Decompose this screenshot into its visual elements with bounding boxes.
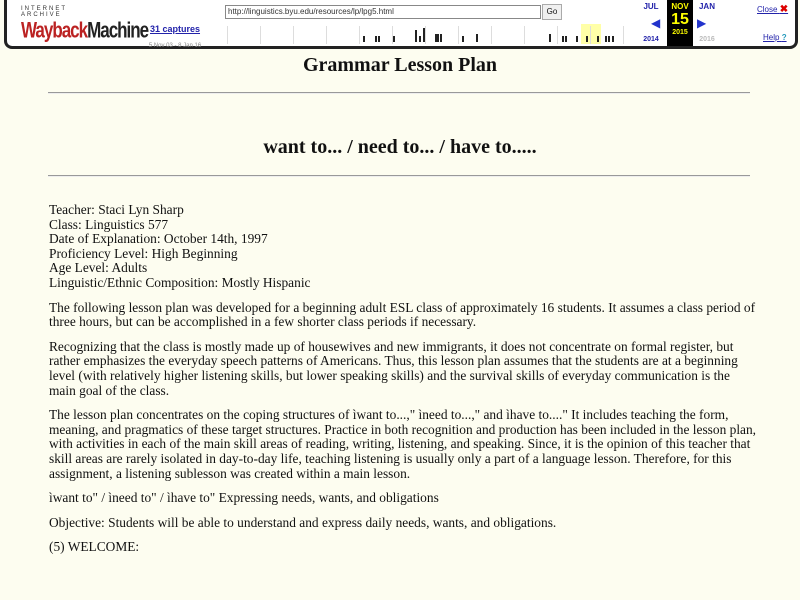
year-gridline	[458, 26, 459, 44]
year-gridline	[524, 26, 525, 44]
lesson-subtitle: want to... / need to... / have to.....	[263, 136, 537, 158]
url-input[interactable]: http://linguistics.byu.edu/resources/lp/lpg5.html	[225, 5, 541, 19]
lesson-info: Teacher: Staci Lyn Sharp Class: Linguistics 577 Date of Explanation: October 14th, 1997 Proficiency Level: High Beginning Age Level: Adults Linguistic/Ethnic Composition: Mostly Hispanic	[49, 202, 311, 290]
lesson-content	[49, 203, 759, 565]
capture-bar	[476, 34, 478, 42]
year-gridline	[293, 26, 294, 44]
year-gridline	[359, 26, 360, 44]
capture-bar	[612, 36, 614, 42]
capture-bar	[565, 36, 567, 42]
wayback-logo[interactable]: INTERNET ARCHIVE WaybackMachine	[21, 6, 149, 43]
paragraph: Objective: Students will be able to understand and express daily needs, wants, and obligations.	[49, 514, 557, 530]
paragraph: ìwant to" / ìneed to" / ìhave to" Expressing needs, wants, and obligations	[49, 490, 439, 506]
year-gridline	[425, 26, 426, 44]
capture-bar	[415, 30, 417, 42]
capture-day: 15	[671, 11, 689, 28]
paragraph: Recognizing that the class is mostly made up of housewives and new immigrants, it does not concentrate on formal register, but rather emphasizes the everyday speech patterns of Americans. Thus, this lesson plan assumes that the students are at a beginning level (with relatively higher listening skills, but lower speaking skills) and the survival skills of everyday communication is the main goal of the class.	[49, 338, 738, 398]
year-gridline	[623, 26, 624, 44]
wayback-toolbar	[4, 0, 798, 49]
page-title: Grammar Lesson Plan	[302, 54, 498, 76]
go-button[interactable]: Go	[542, 4, 562, 20]
capture-bar	[608, 36, 610, 42]
capture-bar	[363, 36, 365, 42]
close-button[interactable]: Close ✖	[757, 4, 789, 15]
capture-bar	[423, 28, 425, 42]
capture-bar	[586, 36, 588, 42]
paragraph: The lesson plan concentrates on the coping structures of ìwant to...," ìneed to...," and ìhave to...." It includes teaching the form, meaning, and pragmatics of these target structures. Practice in both recognition and production has been included in the lesson plan, with activities in each of the main skill areas of reading, writing, listening, and speaking. Since, it is the opinion of this teacher that skill areas are rarely isolated in day-to-day life, teaching listening is usually only a part of a language lesson. Therefore, for this assignment, a listening sublesson was created within a main lesson.	[49, 407, 757, 481]
prev-month-label[interactable]: JUL	[643, 2, 659, 11]
paragraph: (5) WELCOME:	[49, 539, 140, 555]
year-gridline	[590, 26, 591, 44]
capture-sparkline[interactable]	[219, 22, 639, 44]
capture-bar	[419, 36, 421, 42]
divider	[48, 175, 750, 177]
year-gridline	[260, 26, 261, 44]
help-icon: ?	[781, 33, 787, 42]
next-arrow-icon[interactable]: ▶	[697, 16, 707, 30]
capture-bar	[562, 36, 564, 42]
year-gridline	[227, 26, 228, 44]
prev-year-label[interactable]: 2014	[643, 36, 659, 43]
paragraph: The following lesson plan was developed for a beginning adult ESL class of approximately 16 students. It assumes a class period of three hours, but can be accomplished in a few shorter class periods if necessary.	[49, 299, 756, 330]
divider	[48, 92, 750, 94]
next-year-label: 2016	[699, 36, 715, 43]
capture-bar	[375, 36, 377, 42]
prev-arrow-icon[interactable]: ◀	[651, 16, 661, 30]
capture-bar	[576, 36, 578, 42]
year-gridline	[491, 26, 492, 44]
year-gridline	[326, 26, 327, 44]
captures-link[interactable]: 31 captures	[149, 24, 201, 34]
help-button[interactable]: Help ?	[763, 33, 787, 42]
captures-range: 5 Nov 03 - 8 Jan 16	[148, 43, 202, 49]
capture-bar	[549, 34, 551, 42]
next-month-label[interactable]: JAN	[698, 2, 715, 11]
capture-bar	[437, 34, 439, 42]
capture-bar	[440, 34, 442, 42]
capture-bar	[605, 36, 607, 42]
captures-info	[135, 24, 215, 52]
capture-bar	[462, 36, 464, 42]
capture-bar	[393, 36, 395, 42]
current-capture: NOV 15 2015	[667, 0, 693, 46]
year-gridline	[557, 26, 558, 44]
capture-bar	[597, 36, 599, 42]
close-icon: ✖	[779, 4, 789, 15]
capture-bar	[378, 36, 380, 42]
